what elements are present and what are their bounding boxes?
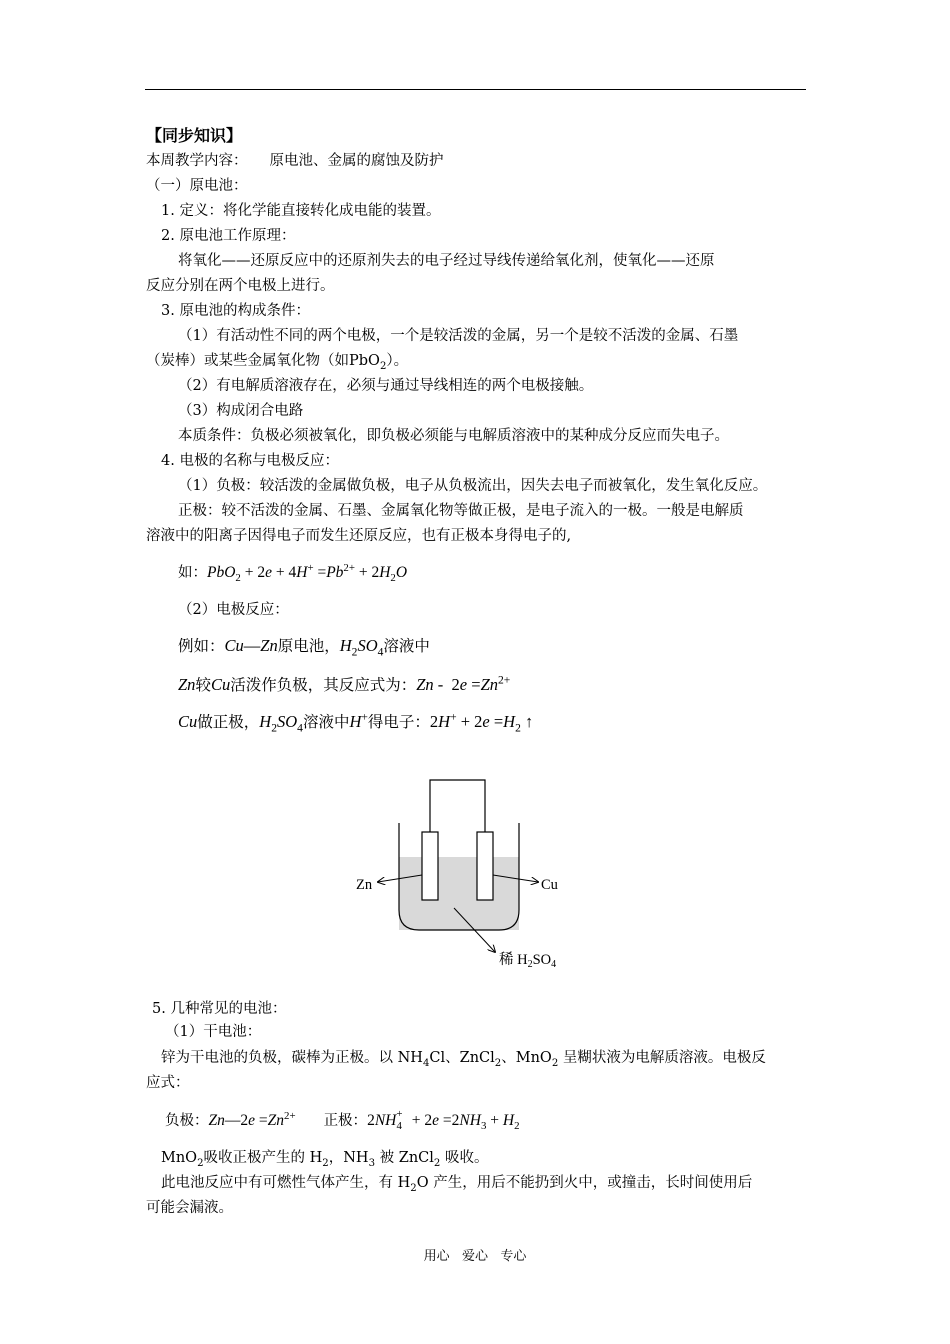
item-principle: 2. 原电池工作原理： — [161, 228, 296, 244]
zinc-electrode — [422, 832, 438, 900]
essence-condition: 本质条件：负极必须被氧化，即负极必须能与电解质溶液中的某种成分反应而失电子。 — [178, 428, 729, 444]
wire — [430, 780, 485, 832]
safety-sub: 2 — [410, 1182, 417, 1194]
safety-text-b: O 产生，用后不能扔到火中，或撞击，长时间使用后 — [416, 1175, 753, 1191]
zn-text-2: 活泼作负极，其反应式为： — [230, 676, 417, 694]
acid-text-2: SO — [532, 952, 552, 968]
mno2-sub-d: 2 — [433, 1157, 441, 1169]
mno2-text-d: 被 ZnCl — [375, 1150, 434, 1166]
dry-sub-c: 2 — [551, 1057, 559, 1069]
condition-1b — [146, 351, 408, 371]
galvanic-cell-diagram — [340, 770, 600, 980]
equation-pbo2: 如：$PbO_2 + 2e + 4H^+ =Pb^{2+} + 2H_2O$ — [178, 561, 408, 585]
part-heading: （一）原电池： — [146, 178, 248, 194]
acid-text-1: 稀 H — [499, 952, 528, 968]
dry-text-d: 呈糊状液为电解质溶液。电极反 — [558, 1050, 766, 1066]
safety-text-2: 可能会漏液。 — [146, 1200, 233, 1216]
condition-1b-sub: 2 — [379, 360, 387, 372]
section-title: 【同步知识】 — [146, 126, 243, 145]
label-dilute-acid — [499, 951, 556, 970]
condition-1a: （1）有活动性不同的两个电极，一个是较活泼的金属，另一个是较不活泼的金属、石墨 — [178, 328, 739, 344]
safety-text-1 — [161, 1173, 752, 1193]
dry-text-b: Cl、ZnCl — [429, 1050, 495, 1066]
principle-text-2: 反应分别在两个电极上进行。 — [146, 278, 335, 294]
example-solution: 溶液中 — [383, 637, 430, 655]
example-line: 例如：Cu—Zn原电池，$H_2SO_4$溶液中 — [178, 636, 430, 659]
negative-electrode: （1）负极：较活泼的金属做负极，电子从负极流出，因失去电子而被氧化，发生氧化反应。 — [178, 478, 768, 494]
acid-sub-2: 4 — [551, 959, 557, 970]
mno2-text-c: ，NH — [328, 1150, 369, 1166]
dry-sub-a: 4 — [422, 1057, 430, 1069]
dry-cell-heading: （1）干电池： — [165, 1024, 262, 1040]
dry-text-c: 、MnO — [501, 1050, 552, 1066]
example-cell: 原电池， — [277, 637, 340, 655]
positive-label: 正极： — [323, 1113, 368, 1129]
dry-cell-text-2: 应式： — [146, 1075, 190, 1091]
equation-prefix: 如： — [178, 565, 207, 581]
label-zn: Zn — [356, 877, 373, 893]
mno2-text-a: MnO — [161, 1150, 198, 1166]
zn-text-1: 较 — [195, 676, 211, 694]
copper-electrode — [477, 832, 493, 900]
item-conditions: 3. 原电池的构成条件： — [161, 303, 310, 319]
mno2-sub-c: 3 — [368, 1157, 376, 1169]
item-common-batteries: 5. 几种常见的电池： — [152, 1001, 287, 1017]
dry-cell-text-1 — [161, 1048, 766, 1068]
condition-1b-end: ）。 — [386, 353, 409, 369]
electrolyte-solution — [399, 857, 519, 930]
mno2-text-b: 吸收正极产生的 H — [203, 1150, 323, 1166]
mno2-absorption — [161, 1148, 488, 1168]
example-prefix: 例如： — [178, 637, 225, 655]
item-definition: 1. 定义：将化学能直接转化成电能的装置。 — [161, 203, 441, 219]
cu-text-3: 得电子： — [367, 713, 430, 731]
label-cu: Cu — [541, 877, 558, 893]
cu-text-2: 溶液中 — [302, 713, 350, 731]
negative-label: 负极： — [165, 1113, 209, 1129]
item-electrodes: 4. 电极的名称与电极反应： — [161, 453, 339, 469]
acid-sub-1: 2 — [527, 959, 533, 970]
mno2-text-e: 吸收。 — [440, 1150, 489, 1166]
principle-text-1: 将氧化——还原反应中的还原剂失去的电子经过导线传递给氧化剂，使氧化——还原 — [178, 253, 715, 269]
positive-electrode-1: 正极：较不活泼的金属、石墨、金属氧化物等做正极，是电子流入的一极。一般是电解质 — [178, 503, 744, 519]
page-footer: 用心 爱心 专心 — [423, 1249, 527, 1264]
header-rule — [145, 89, 806, 90]
mno2-sub-a: 2 — [197, 1157, 204, 1169]
cu-text-1: 做正极， — [197, 713, 260, 731]
week-content — [146, 151, 444, 171]
condition-1b-text: （炭棒）或某些金属氧化物（如PbO — [146, 353, 380, 369]
week-content-label: 本周教学内容： — [146, 153, 248, 169]
positive-electrode-2: 溶液中的阳离子因得电子而发生还原反应，也有正极本身得电子的, — [146, 528, 572, 544]
safety-text-a: 此电池反应中有可燃性气体产生，有 H — [161, 1175, 411, 1191]
condition-3: （3）构成闭合电路 — [178, 403, 304, 419]
dry-text-a: 锌为干电池的负极，碳棒为正极。以 NH — [161, 1050, 423, 1066]
week-content-value: 原电池、金属的腐蚀及防护 — [269, 153, 444, 169]
cu-cathode-line: Cu做正极，$H_2SO_4$溶液中H+得电子：$2H^+ + 2e =H_2$ ↑ — [178, 711, 534, 735]
condition-2: （2）有电解质溶液存在，必须与通过导线相连的两个电极接触。 — [178, 378, 594, 394]
mno2-sub-b: 2 — [322, 1157, 329, 1169]
dry-cell-equations: 负极：Zn—2e $=Zn^{2+}$ 正极：$2NH_{+4} + 2e =2NH_3 + H_2$ — [165, 1108, 520, 1133]
electrode-reaction-heading: （2）电极反应： — [178, 602, 289, 618]
zn-anode-line: Zn较Cu活泼作负极，其反应式为：$Zn - 2e =Zn^{2+}$ — [178, 674, 511, 694]
dry-sub-b: 2 — [494, 1057, 502, 1069]
